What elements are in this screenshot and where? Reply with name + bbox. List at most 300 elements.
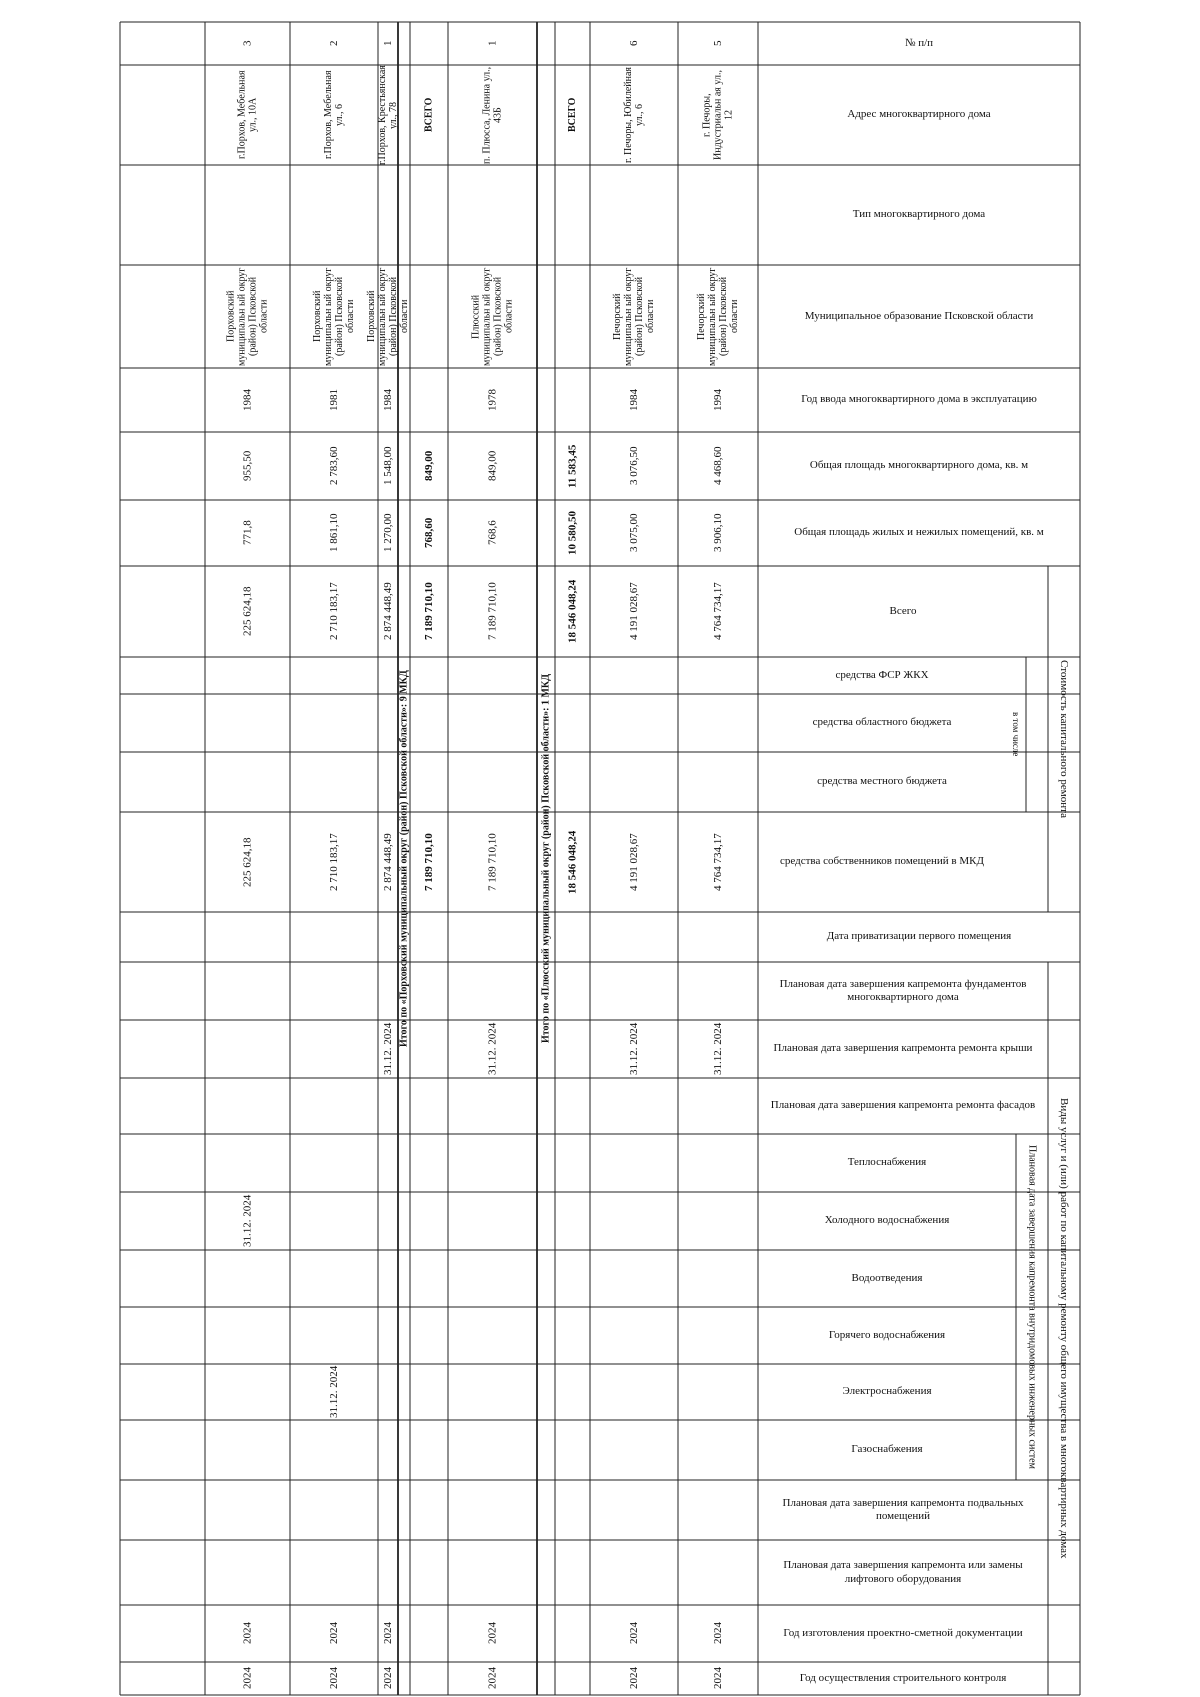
table-cell-text: 1 861,10	[327, 513, 340, 553]
table-cell-text: 2024	[381, 1622, 394, 1645]
column-header-22-text: Плановая дата завершения капремонта подвальных помещений	[782, 1496, 1024, 1522]
table-cell	[678, 1307, 758, 1364]
table-cell	[290, 1134, 378, 1192]
column-header-10	[758, 752, 1006, 812]
table-cell	[205, 65, 290, 165]
table-cell-text: 3 075,00	[627, 513, 640, 553]
table-cell	[590, 1662, 678, 1695]
table-cell	[448, 1250, 537, 1307]
column-header-4	[758, 368, 1080, 432]
table-cell	[678, 1605, 758, 1662]
total-cell	[410, 1364, 448, 1420]
table-cell	[205, 22, 290, 65]
table-cell	[678, 22, 758, 65]
table-cell	[378, 1020, 398, 1078]
table-cell-text: 2024	[627, 1622, 640, 1645]
table-cell	[448, 566, 537, 657]
table-cell	[590, 752, 678, 812]
column-header-1-text: Адрес многоквартирного дома	[847, 108, 991, 121]
table-cell-text: 1984	[381, 389, 394, 411]
table-cell-text: 771,8	[241, 520, 254, 546]
table-cell	[290, 1605, 378, 1662]
table-cell	[290, 65, 378, 165]
total-cell	[410, 165, 448, 265]
table-cell	[378, 1605, 398, 1662]
table-cell-text: 1 548,00	[381, 446, 394, 486]
table-cell-text: 4 191 028,67	[627, 833, 640, 891]
table-cell	[290, 1307, 378, 1364]
table-cell-text: 2024	[381, 1667, 394, 1690]
table-cell	[290, 1078, 378, 1134]
table-cell-text: 2024	[711, 1622, 724, 1645]
table-cell	[448, 22, 537, 65]
table-cell-text: 4 764 734,17	[711, 582, 724, 641]
table-cell-text: 849,00	[486, 450, 499, 482]
column-header-12	[758, 912, 1080, 962]
table-cell	[205, 1420, 290, 1480]
total-cell	[555, 657, 590, 694]
table-cell	[678, 1662, 758, 1695]
table-cell	[378, 962, 398, 1020]
table-cell	[590, 65, 678, 165]
table-cell	[590, 1020, 678, 1078]
table-cell	[290, 165, 378, 265]
table-cell	[590, 1420, 678, 1480]
total-cell	[410, 752, 448, 812]
table-cell	[448, 1192, 537, 1250]
column-header-19	[758, 1307, 1016, 1364]
table-cell	[205, 165, 290, 265]
column-header-15	[758, 1078, 1048, 1134]
table-cell-text: 2 783,60	[327, 446, 340, 486]
table-cell-text: 18 546 048,24	[566, 579, 579, 644]
table-cell	[678, 65, 758, 165]
table-cell	[366, 265, 410, 368]
table-cell	[590, 962, 678, 1020]
table-cell-text: 1	[486, 40, 499, 47]
table-cell	[590, 912, 678, 962]
table-cell-text: 31.12. 2024	[381, 1022, 394, 1076]
column-header-23	[758, 1540, 1048, 1605]
table-cell	[378, 1192, 398, 1250]
table-cell-text: 1984	[241, 389, 254, 411]
table-cell-text: 5	[711, 40, 724, 47]
total-cell	[410, 432, 448, 500]
table-cell-text: 3 076,50	[627, 446, 640, 486]
table-cell	[678, 368, 758, 432]
table-cell	[205, 912, 290, 962]
total-cell	[555, 1480, 590, 1540]
table-cell	[590, 368, 678, 432]
column-header-20-text: Электроснабжения	[842, 1385, 932, 1398]
table-cell	[678, 1420, 758, 1480]
table-cell	[378, 1364, 398, 1420]
table-cell	[378, 1078, 398, 1134]
table-cell	[448, 1540, 537, 1605]
total-cell	[410, 912, 448, 962]
table-cell	[678, 1480, 758, 1540]
table-cell	[448, 1480, 537, 1540]
column-header-2-text: Тип многоквартирного дома	[852, 208, 986, 221]
total-cell	[555, 1420, 590, 1480]
table-cell-text: 31.12. 2024	[627, 1022, 640, 1076]
table-cell	[205, 694, 290, 752]
column-header-6	[758, 500, 1080, 566]
table-cell-text: Печорский муниципальн ый округ (район) Псковской области	[612, 267, 656, 366]
table-cell	[448, 812, 537, 912]
table-cell	[448, 694, 537, 752]
table-cell	[448, 752, 537, 812]
table-cell-text: 1	[381, 40, 394, 47]
table-cell-text: 2024	[486, 1667, 499, 1690]
table-cell	[678, 962, 758, 1020]
table-cell	[205, 1480, 290, 1540]
group-incl-text: в том числе	[1011, 712, 1021, 757]
column-header-25	[758, 1662, 1048, 1695]
total-cell	[410, 694, 448, 752]
table-cell	[590, 1364, 678, 1420]
table-cell-text: г.Порхов, Мебельная ул., 6	[323, 70, 345, 160]
table-cell	[678, 500, 758, 566]
table-cell-text: 225 624,18	[241, 586, 254, 637]
column-header-2	[758, 165, 1080, 265]
table-cell	[678, 1540, 758, 1605]
table-cell	[678, 694, 758, 752]
table-cell	[590, 566, 678, 657]
table-cell	[590, 1307, 678, 1364]
table-cell-text: ВСЕГО	[423, 97, 435, 133]
table-cell-text: 18 546 048,24	[566, 830, 579, 894]
total-cell	[410, 65, 448, 165]
table-cell	[290, 1540, 378, 1605]
table-cell-text: 2 710 183,17	[327, 833, 340, 891]
table-cell-text: 31.12. 2024	[327, 1365, 340, 1419]
table-cell	[205, 566, 290, 657]
group-eng	[1016, 1134, 1048, 1480]
table-cell	[448, 1307, 537, 1364]
table-cell	[590, 1192, 678, 1250]
table-cell	[678, 812, 758, 912]
table-cell	[205, 1605, 290, 1662]
table-cell	[378, 1134, 398, 1192]
table-cell-text: 2	[327, 40, 340, 47]
table-cell	[590, 657, 678, 694]
table-cell	[378, 1540, 398, 1605]
table-cell	[590, 1540, 678, 1605]
table-cell-text: Порховский муниципальн ый округ (район) Псковской области	[225, 267, 270, 366]
table-cell-text: 7 189 710,10	[486, 582, 499, 641]
table-cell	[378, 1250, 398, 1307]
column-header-4-text: Год ввода многоквартирного дома в эксплуатацию	[801, 393, 1037, 406]
total-cell	[410, 1250, 448, 1307]
total-cell	[410, 657, 448, 694]
table-cell	[378, 1662, 398, 1695]
table-cell-text: 2024	[327, 1667, 340, 1690]
table-cell	[378, 657, 398, 694]
table-cell	[378, 1307, 398, 1364]
table-cell	[290, 1420, 378, 1480]
total-cell	[555, 1250, 590, 1307]
column-header-13-text: Плановая дата завершения капремонта фундаментов многоквартирного дома	[779, 977, 1027, 1003]
table-cell	[205, 1192, 290, 1250]
total-cell	[555, 265, 590, 368]
column-header-0	[758, 22, 1080, 65]
column-header-19-text: Горячего водоснабжения	[828, 1328, 946, 1341]
table-cell	[205, 752, 290, 812]
table-cell	[678, 1020, 758, 1078]
table-cell	[290, 500, 378, 566]
table-cell-text: 225 624,18	[241, 837, 254, 887]
column-header-10-text: средства местного бюджета	[817, 775, 947, 788]
table-cell	[590, 694, 678, 752]
table-cell-text: 3 906,10	[711, 513, 724, 553]
table-cell	[678, 1192, 758, 1250]
column-header-17	[758, 1192, 1016, 1250]
table-cell-text: 7 189 710,10	[486, 833, 499, 891]
table-cell	[590, 265, 678, 368]
table-cell	[290, 694, 378, 752]
column-header-20	[758, 1364, 1016, 1420]
table-cell	[290, 1480, 378, 1540]
table-cell	[448, 65, 537, 165]
table-cell	[590, 1605, 678, 1662]
table-cell	[448, 912, 537, 962]
total-cell	[410, 368, 448, 432]
table-cell	[678, 912, 758, 962]
table-cell	[678, 265, 758, 368]
table-cell-text: 7 189 710,10	[422, 582, 435, 641]
table-cell	[290, 752, 378, 812]
column-header-17-text: Холодного водоснабжения	[824, 1214, 950, 1227]
total-cell	[555, 1307, 590, 1364]
column-header-1	[758, 65, 1080, 165]
table-cell	[590, 165, 678, 265]
total-cell	[410, 1605, 448, 1662]
column-header-3	[758, 265, 1080, 368]
table-cell	[290, 1250, 378, 1307]
table-cell	[205, 657, 290, 694]
table-cell-text: 2024	[627, 1667, 640, 1690]
column-header-7-text: Всего	[889, 604, 917, 617]
total-cell	[555, 812, 590, 912]
table-cell	[678, 1134, 758, 1192]
table-cell	[205, 1020, 290, 1078]
table-cell	[590, 812, 678, 912]
table-cell	[378, 912, 398, 962]
column-header-12-text: Дата приватизации первого помещения	[826, 930, 1012, 943]
table-cell-text: 31.12. 2024	[241, 1194, 254, 1248]
table-cell	[378, 1420, 398, 1480]
column-header-9-text: средства областного бюджета	[812, 716, 952, 729]
table-cell	[290, 432, 378, 500]
total-cell	[410, 812, 448, 912]
table-cell-text: 4 468,60	[711, 446, 724, 486]
total-cell	[410, 500, 448, 566]
table-cell	[448, 1078, 537, 1134]
table-cell	[378, 752, 398, 812]
table-cell-text: 31.12. 2024	[711, 1022, 724, 1076]
total-cell	[555, 1020, 590, 1078]
column-header-15-text: Плановая дата завершения капремонта ремонта фасадов	[770, 1099, 1036, 1112]
table-cell	[205, 962, 290, 1020]
column-header-8-text: средства ФСР ЖКХ	[835, 668, 929, 681]
total-cell	[555, 694, 590, 752]
column-header-22	[758, 1480, 1048, 1540]
total-cell	[555, 1364, 590, 1420]
table-cell-text: Плюсский муниципальн ый округ (район) Псковской области	[470, 267, 515, 366]
table-cell-text: 10 580,50	[566, 511, 579, 555]
column-header-18	[758, 1250, 1016, 1307]
total-cell	[410, 1192, 448, 1250]
table-cell	[448, 1020, 537, 1078]
column-header-5-text: Общая площадь многоквартирного дома, кв. м	[809, 459, 1029, 472]
column-header-16-text: Теплоснабжения	[847, 1156, 927, 1169]
table-cell-text: 2 874 448,49	[381, 582, 394, 641]
table-cell-text: 1978	[486, 389, 499, 411]
table-cell-text: 7 189 710,10	[422, 833, 435, 891]
table-cell-text: 2 710 183,17	[327, 582, 340, 641]
total-cell	[555, 22, 590, 65]
table-cell-text: 1984	[627, 389, 640, 411]
table-cell	[378, 812, 398, 912]
column-header-16	[758, 1134, 1016, 1192]
total-cell	[555, 752, 590, 812]
column-header-24	[758, 1605, 1048, 1662]
column-header-21	[758, 1420, 1016, 1480]
table-cell	[678, 657, 758, 694]
table-cell	[448, 265, 537, 368]
table-cell	[378, 368, 398, 432]
table-cell-text: 6	[627, 40, 640, 47]
column-header-11	[758, 812, 1006, 912]
table-cell-text: 2 874 448,49	[381, 833, 394, 891]
table-cell-text: 2024	[241, 1667, 254, 1690]
table-cell	[678, 752, 758, 812]
table-cell	[448, 1364, 537, 1420]
table-cell	[205, 1662, 290, 1695]
table-cell-text: 768,60	[422, 517, 435, 549]
table-cell-text: 31.12. 2024	[486, 1022, 499, 1076]
column-header-24-text: Год изготовления проектно-сметной документации	[783, 1626, 1023, 1639]
table-cell	[678, 1364, 758, 1420]
column-header-8	[758, 657, 1006, 694]
table-cell-text: ВСЕГО	[567, 97, 578, 133]
table-cell	[448, 1134, 537, 1192]
total-cell	[410, 566, 448, 657]
column-header-11-text: средства собственников помещений в МКД	[779, 855, 984, 868]
total-cell	[555, 65, 590, 165]
table-cell	[290, 566, 378, 657]
table-cell	[448, 657, 537, 694]
table-cell	[678, 165, 758, 265]
table-cell-text: 1 270,00	[381, 513, 394, 553]
table-cell-text: Печорский муниципальн ый округ (район) Псковской области	[696, 267, 740, 366]
table-cell	[448, 368, 537, 432]
table-cell	[378, 500, 398, 566]
table-cell	[290, 265, 378, 368]
table-cell	[205, 432, 290, 500]
table-cell	[378, 1480, 398, 1540]
total-cell	[410, 962, 448, 1020]
table-cell	[290, 657, 378, 694]
table-cell-text: г. Печоры, Индустриальн ая ул., 12	[701, 70, 735, 160]
table-cell	[590, 500, 678, 566]
table-cell-text: 849,00	[422, 450, 435, 482]
table-cell-text: г.Порхов, Мебельная ул., 10А	[236, 70, 259, 160]
column-header-14	[758, 1020, 1048, 1078]
table-cell	[378, 65, 398, 165]
table-cell-text: 2024	[241, 1622, 254, 1645]
table-cell	[290, 22, 378, 65]
table-cell	[590, 1480, 678, 1540]
total-cell	[555, 1078, 590, 1134]
table-cell	[290, 812, 378, 912]
column-header-23-text: Плановая дата завершения капремонта или замены лифтового оборудования	[783, 1559, 1023, 1585]
total-cell	[555, 500, 590, 566]
table-cell	[448, 962, 537, 1020]
table-cell-text: 955,50	[241, 450, 254, 482]
table-cell	[205, 1540, 290, 1605]
table-cell	[378, 566, 398, 657]
column-header-7	[758, 566, 1048, 657]
total-cell	[410, 1134, 448, 1192]
total-cell	[555, 912, 590, 962]
group-works-text: Виды услуг и (или) работ по капитальному ремонту общего имущества в многоквартирных домах	[1058, 1098, 1070, 1559]
section-row-3	[537, 22, 555, 1695]
section-row-3-text: Итого по «Плюсский муниципальный округ (район) Псковской области»: 1 МКД	[540, 673, 552, 1044]
total-cell	[555, 1662, 590, 1695]
table-cell-text: 4 764 734,17	[711, 833, 724, 891]
total-cell	[555, 1605, 590, 1662]
table-cell-text: п. Плюсса, Ленина ул., 43Б	[481, 66, 504, 164]
table-cell	[205, 1134, 290, 1192]
table-cell	[448, 1420, 537, 1480]
table-cell	[205, 1250, 290, 1307]
table-cell	[678, 1078, 758, 1134]
table-cell	[205, 265, 290, 368]
table-cell	[290, 368, 378, 432]
column-header-14-text: Плановая дата завершения капремонта ремонта крыши	[773, 1042, 1033, 1055]
table-cell	[290, 1364, 378, 1420]
table-cell	[448, 165, 537, 265]
column-header-5	[758, 432, 1080, 500]
table-cell	[205, 812, 290, 912]
table-cell	[290, 1020, 378, 1078]
column-header-13	[758, 962, 1048, 1020]
table-cell	[590, 22, 678, 65]
column-header-25-text: Год осуществления строительного контроля	[799, 1671, 1007, 1684]
total-cell	[555, 566, 590, 657]
total-cell	[555, 1192, 590, 1250]
section-row-6-text: Итого по «Порховский муниципальный округ (район) Псковской области»: 9 МКД	[398, 670, 410, 1047]
total-cell	[410, 22, 448, 65]
table-cell	[678, 566, 758, 657]
table-cell	[205, 1364, 290, 1420]
group-eng-text: Плановая дата завершения капремонта внутридомовых инженерных систем	[1026, 1145, 1038, 1469]
table-cell	[448, 1605, 537, 1662]
table-cell	[205, 500, 290, 566]
total-cell	[410, 1662, 448, 1695]
column-header-6-text: Общая площадь жилых и нежилых помещений, кв. м	[794, 526, 1044, 539]
table-cell	[590, 1250, 678, 1307]
total-cell	[410, 1420, 448, 1480]
table-cell	[590, 1078, 678, 1134]
total-cell	[555, 962, 590, 1020]
total-cell	[555, 165, 590, 265]
table-cell-text: г.Порхов, Крестьянская ул., 78	[377, 65, 399, 165]
table-cell	[448, 500, 537, 566]
table-cell-text: 2024	[327, 1622, 340, 1645]
